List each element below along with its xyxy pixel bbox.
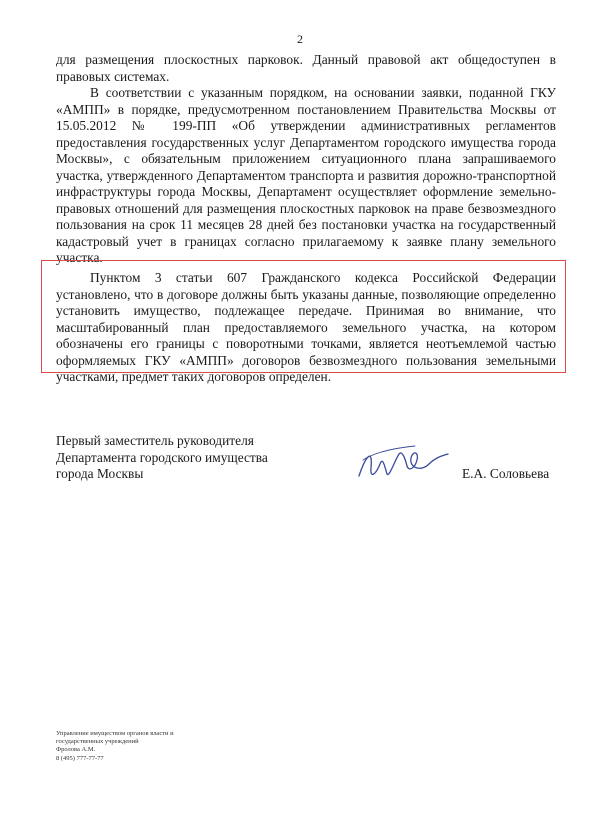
- paragraph-procedure: [56, 85, 556, 267]
- footer-line-4: 8 (495) 777-77-77: [56, 754, 104, 762]
- paragraph-1: для размещения плоскостных парковок. Данный правовой акт общедоступен в правовых системах.: [56, 52, 556, 84]
- footer-contact: [56, 730, 174, 763]
- signatory-name: Е.А. Соловьева: [462, 466, 550, 481]
- footer-line-1: Управление имуществом органов власти и: [56, 730, 174, 737]
- paragraph-2: В соответствии с указанным порядком, на основании заявки, поданной ГКУ «АМПП» в порядке, предусмотренном постановлением Правительства Москвы от 15.05.2012 № 199-ПП «Об утверждении административных регламентов предоставления государственных услуг Департаментом городского имущества города Москвы», с обязательным приложением ситуационного плана запрашиваемого участка, утвержденного Департаментом транспорта и развития дорожно-транспортной инфраструктуры города Москвы, Департамент осуществляет оформление земельно-правовых отношений для размещения плоскостных парковок на праве безвозмездного пользования на срок 11 месяцев 28 дней без постановки участка на государственный кадастровый учет в границах согласно прилагаемому к заявке плану земельного участка.: [56, 85, 556, 265]
- handwritten-signature: [355, 438, 450, 488]
- paragraph-highlighted: [56, 270, 556, 386]
- signatory-title-line-2: Департамента городского имущества: [56, 449, 268, 465]
- signatory-title-line-1: Первый заместитель руководителя: [56, 433, 254, 448]
- paragraph-3: Пунктом 3 статьи 607 Гражданского кодекса Российской Федерации установлено, что в договоре должны быть указаны данные, позволяющие определенно установить имущество, подлежащее передаче. Принимая во внимание, что масштабированный план предоставляемого земельного участка, на котором обозначены его границы с поворотными точками, является неотъемлемой частью оформляемых ГКУ «АМПП» договоров безвозмездного пользования земельными участками, предмет таких договоров определен.: [56, 270, 556, 384]
- signatory-title: [56, 433, 268, 483]
- signatory-title-line-3: города Москвы: [56, 466, 144, 481]
- paragraph-continuation: [56, 52, 556, 85]
- footer-line-2: государственных учреждений: [56, 738, 139, 746]
- page-number: 2: [297, 32, 303, 46]
- footer-line-3: Фролова А.М.: [56, 746, 96, 754]
